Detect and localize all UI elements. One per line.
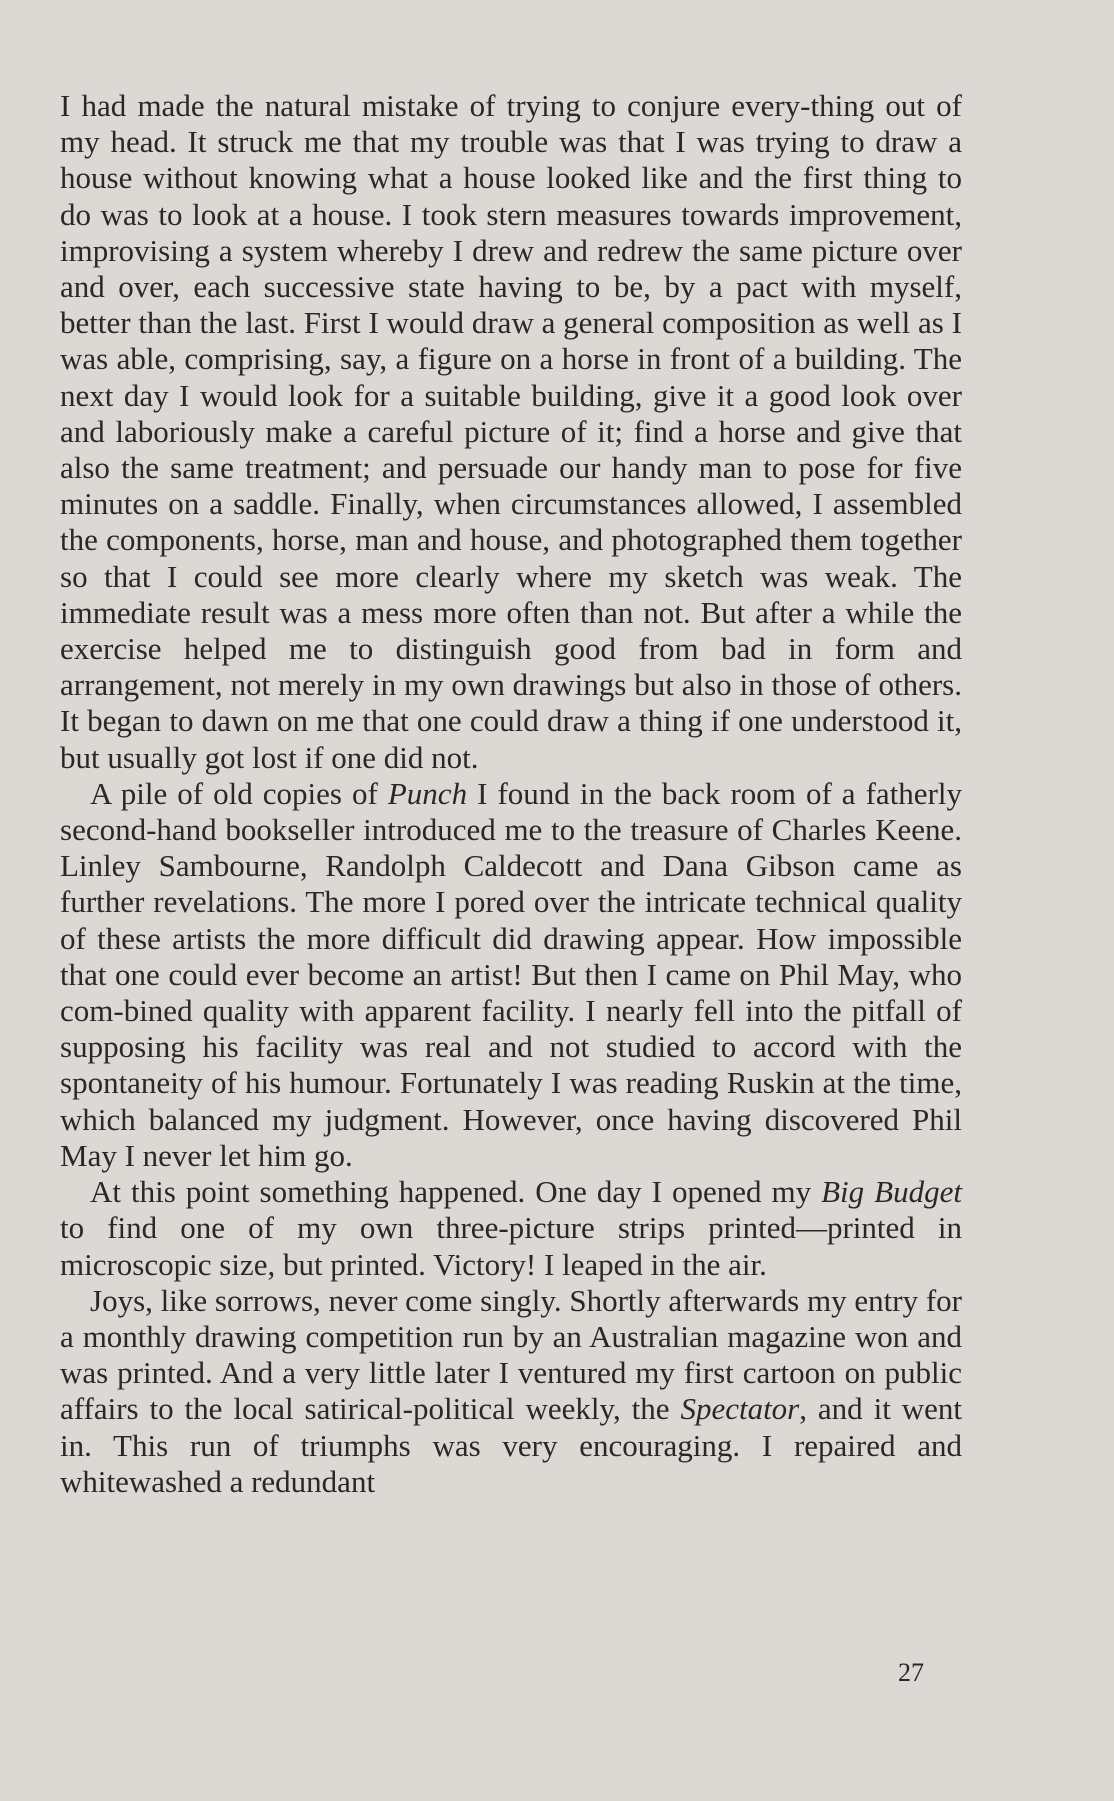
title-big-budget: Big Budget	[821, 1174, 962, 1210]
title-spectator: Spectator	[680, 1391, 800, 1427]
paragraph-2: A pile of old copies of Punch I found in the back room of a fatherly second-hand bookseller introduced me to the treasure of Charles Keene. Linley Sambourne, Randolph Caldecott and Dana Gibson came as further revelations. The more I pored over the intricate technical quality of these artists the more difficult did drawing appear. How impossible that one could ever become an artist! But then I came on Phil May, who com-bined quality with apparent facility. I nearly fell into the pitfall of supposing his facility was real and not studied to accord with the spontaneity of his humour. Fortunately I was reading Ruskin at the time, which balanced my judgment. However, once having discovered Phil May I never let him go.	[60, 775, 963, 1173]
paragraph-1: I had made the natural mistake of trying to conjure every-thing out of my head. It struck me that my trouble was that I was trying to draw a house without knowing what a house looked like and the first thing to do was to look at a house. I took stern measures towards improvement, improvising a system whereby I drew and redrew the same picture over and over, each successive state having to be, by a pact with myself, better than the last. First I would draw a general composition as well as I was able, comprising, say, a figure on a horse in front of a building. The next day I would look for a suitable building, give it a good look over and laboriously make a careful picture of it; find a horse and give that also the same treatment; and persuade our handy man to pose for five minutes on a saddle. Finally, when circumstances allowed, I assembled the components, horse, man and house, and photographed them together so that I could see more clearly where my sketch was weak. The immediate result was a mess more often than not. But after a while the exercise helped me to distinguish good from bad in form and arrangement, not merely in my own drawings but also in those of others. It began to dawn on me that one could draw a thing if one understood it, but usually got lost if one did not.	[60, 88, 962, 775]
body-text	[60, 88, 962, 1500]
paragraph-3: At this point something happened. One day I opened my Big Budget to find one of my own three-picture strips printed—printed in microscopic size, but printed. Victory! I leaped in the air.	[60, 1174, 962, 1282]
title-punch: Punch	[387, 775, 468, 811]
page-number: 27	[898, 1658, 924, 1687]
paragraph-4: Joys, like sorrows, never come singly. Shortly afterwards my entry for a monthly drawing competition run by an Australian magazine won and was printed. And a very little later I ventured my first cartoon on public affairs to the local satirical-political weekly, the Spectator, and it went in. This run of triumphs was very encouraging. I repaired and whitewashed a redundant	[60, 1282, 963, 1499]
